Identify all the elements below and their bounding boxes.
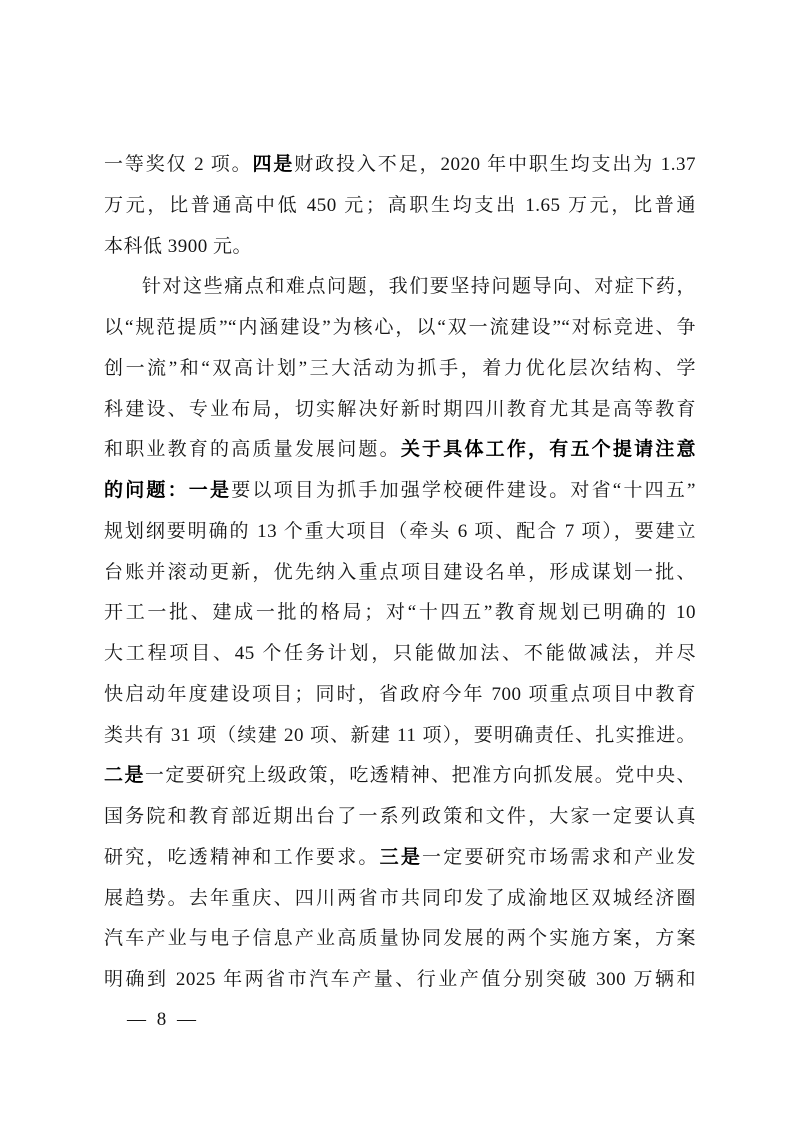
text-line bbox=[104, 593, 696, 634]
body-text: 展趋势。去年重庆、四川两省市共同印发了成渝地区双城经济圈 bbox=[104, 887, 696, 909]
text-line bbox=[104, 716, 696, 757]
body-text: 台账并滚动更新，优先纳入重点项目建设名单，形成谋划一批、 bbox=[104, 561, 696, 583]
text-line bbox=[104, 960, 696, 1001]
page-number: — 8 — bbox=[127, 1009, 199, 1030]
body-text: 类共有 31 项（续建 20 项、新建 11 项），要明确责任、扎实推进。 bbox=[104, 724, 696, 746]
text-line bbox=[104, 308, 696, 349]
body-text: 大工程项目、45 个任务计划，只能做加法、不能做减法，并尽 bbox=[104, 643, 696, 664]
body-text: 规划纲要明确的 13 个重大项目（牵头 6 项、配合 7 项），要建立 bbox=[104, 520, 696, 542]
body-text: 万元，比普通高中低 450 元；高职生均支出 1.65 万元，比普通 bbox=[104, 194, 696, 216]
body-text: 创一流”和“双高计划”三大活动为抓手，着力优化层次结构、学 bbox=[104, 357, 696, 379]
body-text: 汽车产业与电子信息产业高质量协同发展的两个实施方案，方案 bbox=[104, 928, 696, 950]
body-text: 快启动年度建设项目；同时，省政府今年 700 项重点项目中教育 bbox=[104, 683, 696, 705]
text-line bbox=[104, 797, 696, 838]
body-text: 一定要研究上级政策，吃透精神、把准方向抓发展。党中央、 bbox=[144, 765, 696, 787]
body-text: 本科低 3900 元。 bbox=[104, 235, 253, 257]
body-text: 要以项目为抓手加强学校硬件建设。对省“十四五” bbox=[231, 480, 696, 501]
body-text: 和职业教育的高质量发展问题。 bbox=[104, 439, 401, 461]
text-line bbox=[104, 675, 696, 716]
text-line bbox=[104, 553, 696, 594]
body-text: 以“规范提质”“内涵建设”为核心，以“双一流建设”“对标竞进、争 bbox=[104, 317, 696, 338]
emphasis-text: 二是 bbox=[104, 765, 145, 787]
emphasis-text: 四是 bbox=[252, 154, 295, 175]
emphasis-text: 的问题：一是 bbox=[104, 480, 232, 501]
text-line bbox=[104, 267, 696, 308]
body-text: 国务院和教育部近期出台了一系列政策和文件，大家一定要认真 bbox=[104, 806, 696, 827]
text-line bbox=[104, 838, 696, 879]
text-line bbox=[104, 349, 696, 390]
text-line bbox=[104, 145, 696, 186]
document-body bbox=[104, 145, 696, 1001]
text-line bbox=[104, 919, 696, 960]
body-text: 一等奖仅 2 项。 bbox=[104, 154, 253, 175]
text-line bbox=[104, 471, 696, 512]
body-text: 针对这些痛点和难点问题，我们要坚持问题导向、对症下药， bbox=[142, 276, 696, 298]
text-line bbox=[104, 634, 696, 675]
body-text: 开工一批、建成一批的格局；对“十四五”教育规划已明确的 10 bbox=[104, 602, 696, 624]
text-line bbox=[104, 756, 696, 797]
body-text: 明确到 2025 年两省市汽车产量、行业产值分别突破 300 万辆和 bbox=[104, 969, 696, 990]
text-line bbox=[104, 879, 696, 920]
text-line bbox=[104, 430, 696, 471]
text-line bbox=[104, 512, 696, 553]
text-line bbox=[104, 186, 696, 227]
text-line bbox=[104, 390, 696, 431]
body-text: 科建设、专业布局，切实解决好新时期四川教育尤其是高等教育 bbox=[104, 398, 696, 420]
emphasis-text: 关于具体工作，有五个提请注意 bbox=[400, 439, 696, 461]
emphasis-text: 三是 bbox=[379, 846, 423, 868]
body-text: 研究，吃透精神和工作要求。 bbox=[104, 846, 380, 868]
body-text: 一定要研究市场需求和产业发 bbox=[422, 846, 696, 868]
body-text: 财政投入不足，2020 年中职生均支出为 1.37 bbox=[294, 154, 696, 175]
text-line bbox=[104, 227, 696, 268]
